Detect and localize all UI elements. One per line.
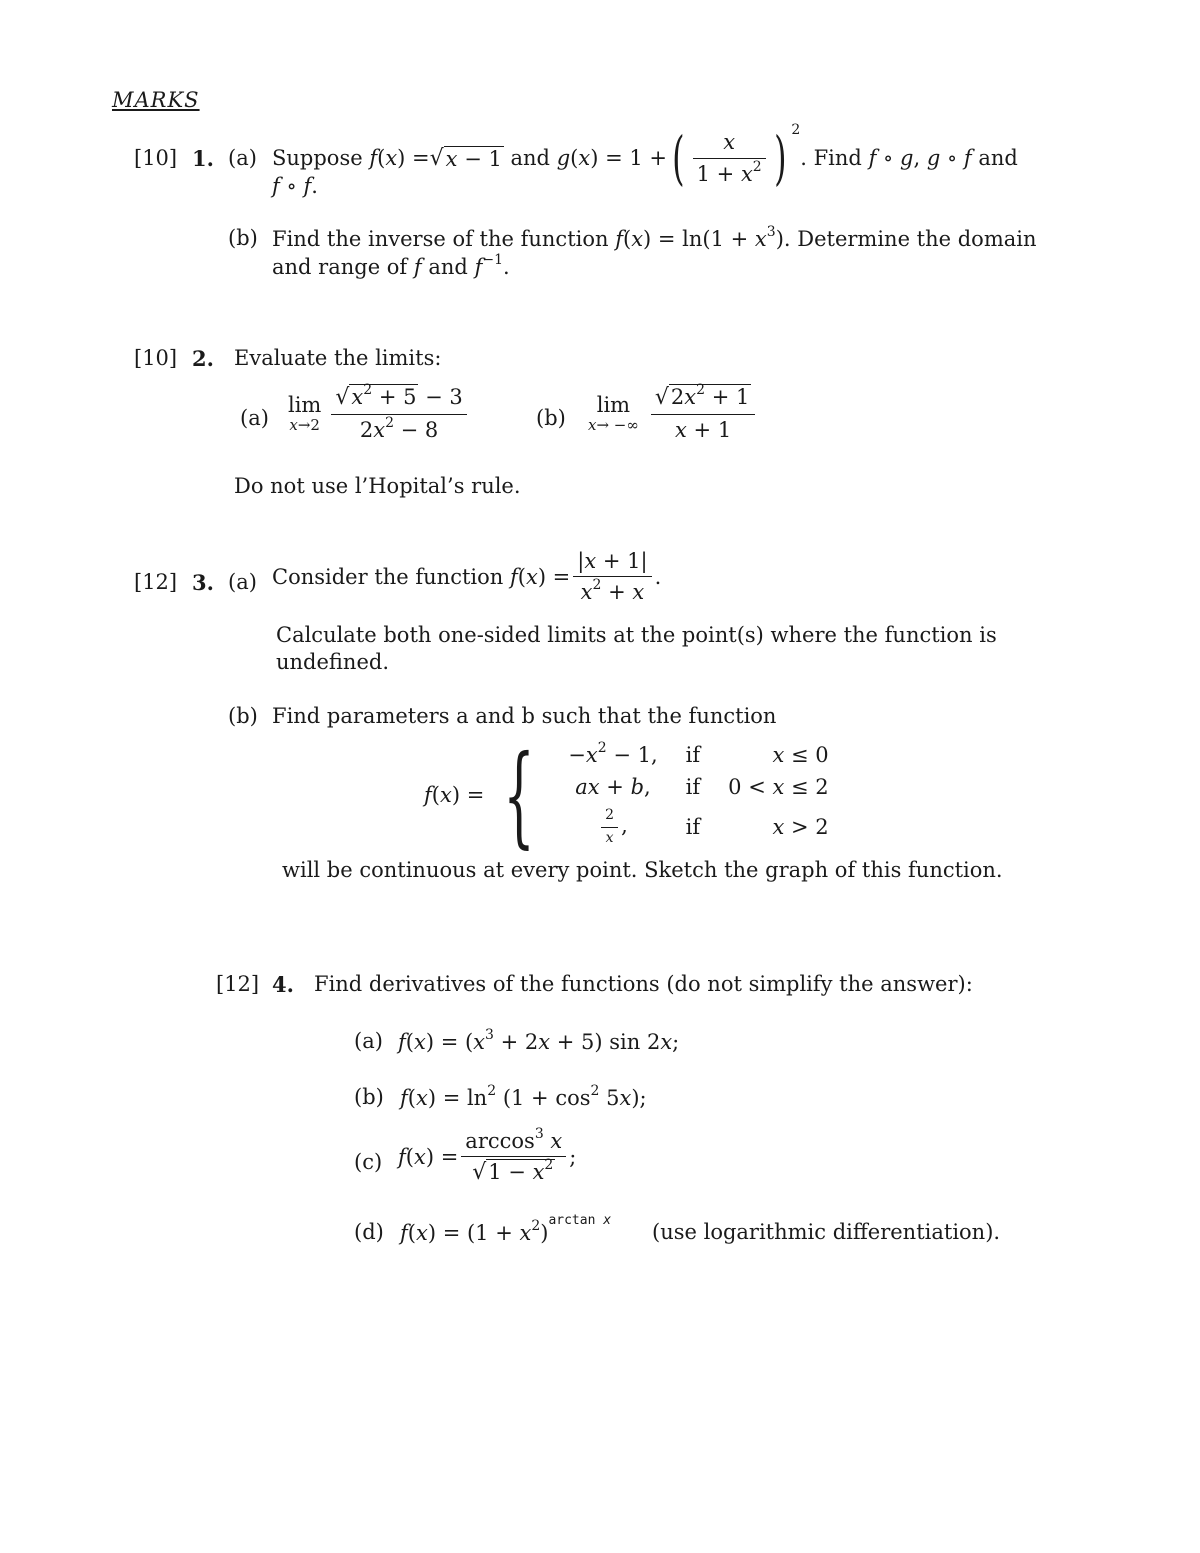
q2a-lim: lim x→2	[288, 392, 322, 434]
q1a-statement: Suppose f ( x ) = √ x − 1 and g ( x ) = 1 + ( $\frac{x}{1 + x^2}$ ) $^2$ . Find f ∘ g , g ∘ f and	[272, 122, 1018, 192]
q2-note: Do not use l’Hopital’s rule.	[234, 474, 521, 498]
q1a-f-def: f	[369, 146, 378, 170]
q1a-find: . Find	[800, 146, 862, 170]
q3-marks: [12]	[134, 570, 178, 594]
q2a-fraction: $\frac{√x^2 + 5 - 3}{2x^2 - 8}$	[331, 384, 466, 443]
q3a-line2: Calculate both one-sided limits at the point(s) where the function is	[276, 623, 997, 647]
q3a-line3: undefined.	[276, 650, 389, 674]
piecewise-row: $-x^2 - 1$, if x ≤ 0	[568, 740, 829, 767]
q3b-text: Find parameters a and b such that the function	[272, 704, 777, 728]
q4a-formula: $f(x) = (x^3 + 2x + 5)$ sin 2x;	[398, 1027, 680, 1054]
left-brace-icon: {	[503, 730, 536, 859]
q2b-fraction: $\frac{√2x^2 + 1}{x + 1}$	[651, 384, 755, 443]
q1a-label: (a)	[228, 146, 257, 170]
q3b-after: will be continuous at every point. Sketch the graph of this function.	[282, 858, 1003, 882]
q2b-limit	[588, 384, 758, 443]
q4b-formula: $f(x) = \ln^2 (1 + \cos^2 5x)$;	[400, 1083, 647, 1110]
q3a-statement: Consider the function f ( x ) = $\frac{|x + 1|}{x^2 + x}$ .	[272, 549, 662, 605]
q4-number: 4.	[272, 972, 294, 997]
q2a-label: (a)	[240, 406, 269, 430]
q2b-lim: lim x→ −∞	[588, 392, 639, 434]
q4c-formula: f(x) = $\frac{\arccos^3 x}{√1 - x^2}$ ;	[398, 1126, 577, 1186]
q1a-and2: and	[978, 146, 1018, 170]
marks-heading: MARKS	[112, 88, 200, 112]
q4-intro: Find derivatives of the functions (do not simplify the answer):	[314, 972, 973, 996]
q1-marks: [10]	[134, 146, 178, 170]
q1a-text: Suppose	[272, 146, 363, 170]
q1a-line2: f ∘ f.	[272, 174, 318, 198]
q1-number: 1.	[192, 146, 214, 171]
q3b-label: (b)	[228, 704, 258, 728]
q1b-line2: and range of f and $f^{-1}$.	[272, 252, 510, 279]
piecewise-row: $\frac{2}{x}$ , if x > 2	[554, 803, 842, 851]
q3a-fraction: $\frac{|x + 1|}{x^2 + x}$	[573, 548, 651, 606]
q4c-fraction: $\frac{\arccos^3 x}{√1 - x^2}$	[461, 1128, 566, 1187]
q4a-label: (a)	[354, 1029, 383, 1053]
piecewise-table	[554, 738, 842, 851]
q4-marks: [12]	[216, 972, 260, 996]
q4c-label: (c)	[354, 1150, 383, 1174]
piecewise-row: ax + b, if 0 < x ≤ 2	[575, 775, 829, 799]
q4d-note: (use logarithmic differentiation).	[652, 1220, 1001, 1244]
q2b-label: (b)	[536, 406, 566, 430]
q3a-label: (a)	[228, 570, 257, 594]
q3-number: 3.	[192, 570, 214, 595]
q1b-line1: Find the inverse of the function $f(x) = \ln(1 + x^3)$. Determine the domain	[272, 224, 1037, 251]
q4d-label: (d)	[354, 1220, 384, 1244]
q2-marks: [10]	[134, 346, 178, 370]
q1a-fraction: $\frac{x}{1 + x^2}$	[693, 129, 766, 187]
q2a-limit	[288, 384, 470, 443]
q2-intro: Evaluate the limits:	[234, 346, 442, 370]
q3b-piecewise: f(x) = { $-x^2 - 1$, if x ≤ 0 ax + b, if 0 < x ≤ 2 $\frac{2}{x}$ , if x > 2	[424, 738, 843, 851]
q1b-label: (b)	[228, 226, 258, 250]
q4b-label: (b)	[354, 1085, 384, 1109]
q1a-and: and	[510, 146, 551, 170]
q4d-formula: $f(x) = (1 + x^2)^{arctan x}$	[400, 1213, 612, 1245]
q2-number: 2.	[192, 346, 214, 371]
